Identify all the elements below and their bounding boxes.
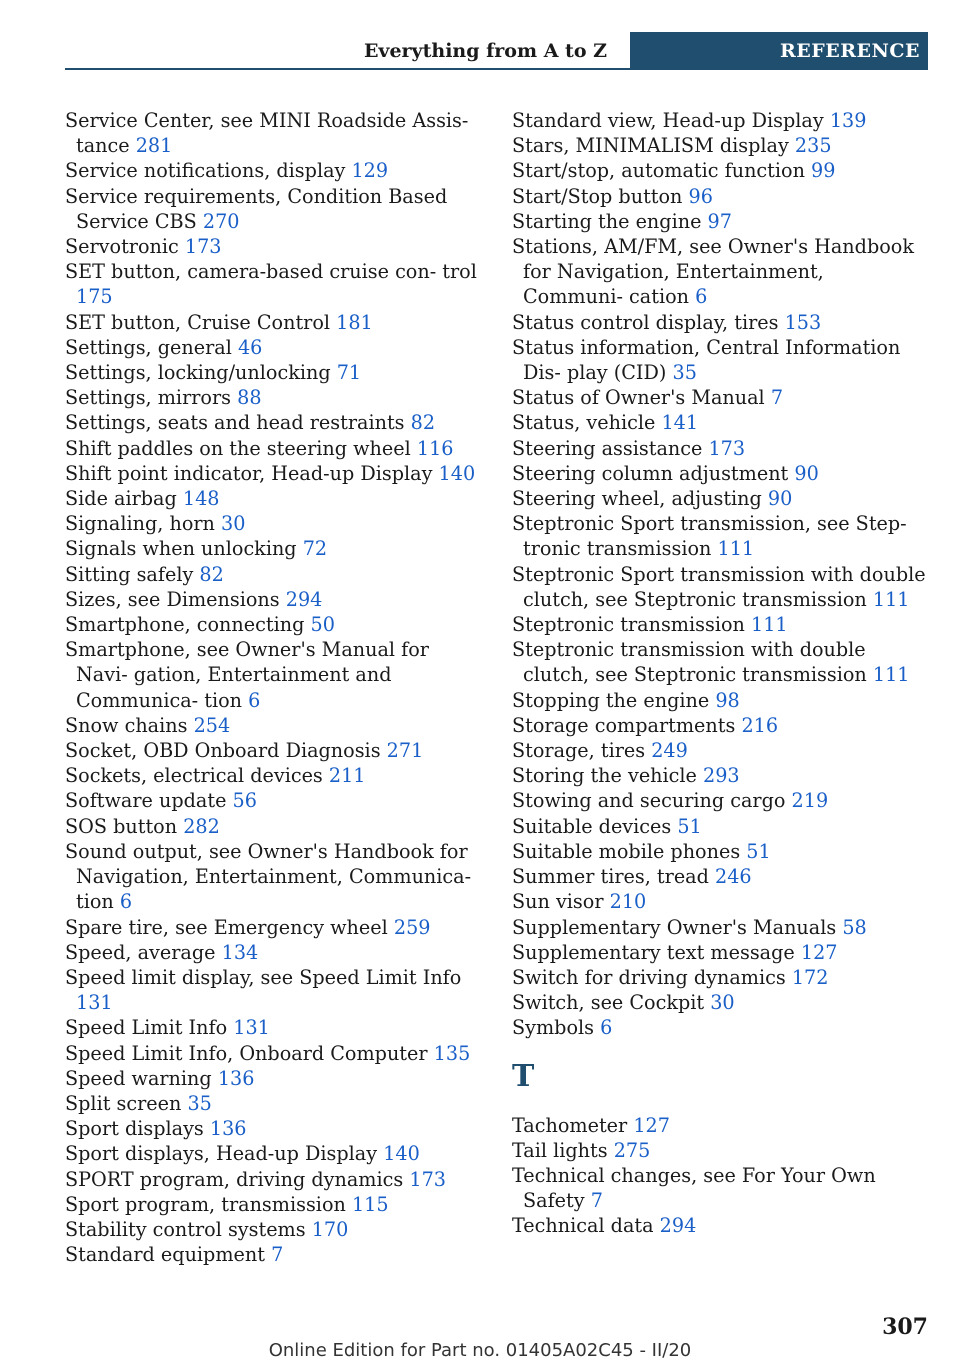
- page-reference-link[interactable]: 56: [232, 789, 257, 813]
- index-entry: [512, 1015, 927, 1040]
- entry-text: Suitable devices: [512, 814, 672, 838]
- entry-text: Speed Limit Info, Onboard Computer: [65, 1041, 428, 1065]
- page-reference-link[interactable]: 7: [271, 1243, 284, 1267]
- index-entry: [65, 562, 480, 587]
- index-entry: [65, 713, 480, 738]
- page-reference-link[interactable]: 249: [651, 739, 688, 763]
- entry-text: Sun visor: [512, 890, 604, 914]
- entry-text: Storage, tires: [512, 739, 646, 763]
- entry-text: Stars, MINIMALISM display: [512, 134, 789, 158]
- page-reference-link[interactable]: 148: [182, 487, 220, 511]
- index-entry: [512, 1138, 927, 1163]
- page-reference-link[interactable]: 294: [659, 1214, 697, 1238]
- page-reference-link[interactable]: 294: [285, 587, 323, 611]
- entry-text: Steering assistance: [512, 436, 703, 460]
- index-entry: [65, 637, 480, 713]
- page-reference-link[interactable]: 173: [409, 1167, 446, 1191]
- page-reference-link[interactable]: 111: [872, 587, 910, 611]
- page-reference-link[interactable]: 139: [829, 109, 867, 132]
- page-reference-link[interactable]: 71: [336, 361, 362, 385]
- page-reference-link[interactable]: 97: [707, 209, 732, 233]
- page-reference-link[interactable]: 116: [416, 436, 454, 460]
- page-reference-link[interactable]: 153: [784, 310, 822, 334]
- entry-text: Summer tires, tread: [512, 865, 709, 889]
- page-reference-link[interactable]: 135: [433, 1041, 471, 1065]
- entry-text: Smartphone, see Owner's Manual for Navi‐ gation, Entertainment and Communica‐ tion: [65, 638, 429, 712]
- page-reference-link[interactable]: 7: [590, 1189, 603, 1213]
- page-reference-link[interactable]: 281: [135, 134, 173, 158]
- entry-text: Settings, general: [65, 335, 232, 359]
- entry-text: Steptronic transmission with double clutch, see Steptronic transmission: [512, 638, 867, 687]
- index-entry: [512, 234, 927, 310]
- index-entry: [65, 1242, 480, 1267]
- index-entry: [65, 940, 480, 965]
- page-number: 307: [882, 1314, 928, 1340]
- index-entry: [65, 1015, 480, 1040]
- entry-text: Socket, OBD Onboard Diagnosis: [65, 739, 381, 763]
- index-entry: [65, 486, 480, 511]
- entry-text: Technical changes, see For Your Own Safety: [512, 1163, 876, 1213]
- entry-text: Standard equipment: [65, 1243, 265, 1267]
- page-reference-link[interactable]: 88: [237, 386, 262, 410]
- page-reference-link[interactable]: 90: [767, 487, 793, 511]
- page-reference-link[interactable]: 51: [746, 839, 771, 863]
- index-entry: [65, 259, 480, 309]
- page-reference-link[interactable]: 51: [677, 814, 702, 838]
- page-reference-link[interactable]: 275: [613, 1138, 651, 1162]
- index-entry: [65, 1192, 480, 1217]
- index-entry: [65, 1116, 480, 1141]
- entry-text: Shift point indicator, Head-up Display: [65, 461, 433, 485]
- index-column-left: [65, 108, 480, 1267]
- entry-text: Smartphone, connecting: [65, 613, 305, 637]
- index-entry: [512, 965, 927, 990]
- index-entry: [65, 1217, 480, 1242]
- index-entry: [512, 788, 927, 813]
- page-reference-link[interactable]: 82: [199, 562, 224, 586]
- entry-text: Sport displays, Head-up Display: [65, 1142, 378, 1166]
- index-entry: [65, 536, 480, 561]
- index-entry: [65, 335, 480, 360]
- index-entry: [512, 940, 927, 965]
- index-entry: [512, 1113, 927, 1138]
- index-entry: [512, 763, 927, 788]
- index-entry: [65, 108, 480, 158]
- page-reference-link[interactable]: 211: [328, 764, 366, 788]
- index-entry: [65, 1041, 480, 1066]
- entry-text: Sizes, see Dimensions: [65, 587, 280, 611]
- entry-text: Starting the engine: [512, 209, 702, 233]
- entry-text: Stations, AM/FM, see Owner's Handbook for Navigation, Entertainment, Communi‐ cation: [512, 235, 914, 309]
- index-column-right: [512, 108, 927, 1239]
- index-entry: [512, 738, 927, 763]
- index-entry: [512, 562, 927, 612]
- entry-text: SET button, Cruise Control: [65, 310, 331, 334]
- page-reference-link[interactable]: 58: [842, 915, 867, 939]
- page-reference-link[interactable]: 170: [311, 1217, 349, 1241]
- edition-footer: Online Edition for Part no. 01405A02C45 - II/20: [268, 1340, 692, 1361]
- entry-text: Supplementary text message: [512, 940, 795, 964]
- index-entry: [512, 864, 927, 889]
- entry-text: Stowing and securing cargo: [512, 789, 786, 813]
- page-reference-link[interactable]: 282: [183, 814, 220, 838]
- page-reference-link[interactable]: 6: [248, 688, 261, 712]
- page-reference-link[interactable]: 6: [600, 1016, 613, 1040]
- index-entry: [512, 184, 927, 209]
- page-reference-link[interactable]: 99: [811, 159, 836, 183]
- index-entry: [65, 1167, 480, 1192]
- page-reference-link[interactable]: 131: [233, 1016, 270, 1040]
- entry-text: Tail lights: [512, 1138, 608, 1162]
- index-entry: [512, 461, 927, 486]
- entry-text: Status, vehicle: [512, 411, 656, 435]
- page-reference-link[interactable]: 270: [202, 209, 240, 233]
- page-reference-link[interactable]: 35: [187, 1091, 212, 1115]
- entry-text: Service Center, see MINI Roadside Assis‐ tance: [65, 109, 469, 158]
- index-entry: [65, 1091, 480, 1116]
- page-reference-link[interactable]: 259: [393, 915, 431, 939]
- entry-text: Signaling, horn: [65, 512, 215, 536]
- index-entry: [512, 915, 927, 940]
- entry-text: Stopping the engine: [512, 688, 710, 712]
- entry-text: SPORT program, driving dynamics: [65, 1167, 404, 1191]
- entry-text: Symbols: [512, 1016, 594, 1040]
- index-entry: [512, 637, 927, 687]
- entry-text: Software update: [65, 789, 227, 813]
- entry-text: Sockets, electrical devices: [65, 764, 323, 788]
- entry-text: Sport displays: [65, 1117, 204, 1141]
- index-entry: [65, 587, 480, 612]
- page-reference-link[interactable]: 136: [209, 1117, 247, 1141]
- page-reference-link[interactable]: 127: [800, 940, 838, 964]
- index-entry: [512, 511, 927, 561]
- entry-text: Settings, seats and head restraints: [65, 411, 405, 435]
- page-reference-link[interactable]: 134: [221, 940, 259, 964]
- index-list-s-continued: [512, 108, 927, 1041]
- page-reference-link[interactable]: 82: [410, 411, 436, 435]
- entry-text: Speed limit display, see Speed Limit Info: [65, 965, 462, 989]
- index-list-t: [512, 1113, 927, 1239]
- index-entry: [512, 688, 927, 713]
- page-reference-link[interactable]: 50: [310, 613, 335, 637]
- chapter-tab: REFERENCE: [630, 32, 928, 70]
- page-reference-link[interactable]: 173: [708, 436, 746, 460]
- page-reference-link[interactable]: 96: [688, 184, 713, 208]
- section-title: Everything from A to Z: [363, 40, 607, 62]
- page-reference-link[interactable]: 115: [351, 1192, 389, 1216]
- page-reference-link[interactable]: 140: [383, 1142, 420, 1166]
- index-entry: [65, 360, 480, 385]
- page-reference-link[interactable]: 7: [770, 386, 784, 410]
- entry-text: Steering wheel, adjusting: [512, 487, 762, 511]
- index-entry: [512, 410, 927, 435]
- index-entry: [512, 209, 927, 234]
- page-reference-link[interactable]: 175: [76, 285, 113, 309]
- entry-text: Status of Owner's Manual: [512, 386, 765, 410]
- index-entry: [65, 184, 480, 234]
- entry-text: Technical data: [512, 1214, 654, 1238]
- header-rule: [65, 68, 630, 70]
- entry-text: Status control display, tires: [512, 310, 779, 334]
- entry-text: SOS button: [65, 814, 178, 838]
- index-entry: [65, 788, 480, 813]
- page-reference-link[interactable]: 219: [791, 789, 829, 813]
- page-reference-link[interactable]: 293: [703, 764, 740, 788]
- index-entry: [65, 511, 480, 536]
- index-entry: [512, 108, 927, 133]
- page-reference-link[interactable]: 129: [351, 159, 389, 183]
- entry-text: Steptronic Sport transmission, see Step‐ tronic transmission: [512, 512, 907, 561]
- index-entry: [512, 335, 927, 385]
- page-reference-link[interactable]: 111: [717, 537, 755, 561]
- page-reference-link[interactable]: 140: [438, 461, 476, 485]
- entry-text: Speed, average: [65, 940, 216, 964]
- page-reference-link[interactable]: 136: [217, 1066, 255, 1090]
- index-entry: [512, 310, 927, 335]
- entry-text: Signals when unlocking: [65, 537, 297, 561]
- index-entry: [512, 990, 927, 1015]
- index-entry: [65, 965, 480, 1015]
- index-entry: [65, 839, 480, 915]
- index-entry: [65, 234, 480, 259]
- index-entry: [65, 763, 480, 788]
- entry-text: Split screen: [65, 1091, 182, 1115]
- index-entry: [65, 410, 480, 435]
- entry-text: Speed warning: [65, 1066, 212, 1090]
- page-reference-link[interactable]: 6: [695, 285, 708, 309]
- page-reference-link[interactable]: 111: [872, 663, 910, 687]
- index-entry: [512, 436, 927, 461]
- page-reference-link[interactable]: 6: [119, 890, 133, 914]
- entry-text: Supplementary Owner's Manuals: [512, 915, 837, 939]
- entry-text: Steptronic Sport transmission with double clutch, see Steptronic transmission: [512, 562, 926, 611]
- index-entry: [512, 1163, 927, 1213]
- entry-text: Snow chains: [65, 713, 188, 737]
- entry-text: Switch for driving dynamics: [512, 965, 786, 989]
- index-entry: [512, 158, 927, 183]
- entry-text: Shift paddles on the steering wheel: [65, 436, 411, 460]
- entry-text: Sitting safely: [65, 562, 194, 586]
- index-entry: [512, 486, 927, 511]
- index-entry: [512, 612, 927, 637]
- page-reference-link[interactable]: 111: [750, 613, 788, 637]
- index-entry: [65, 814, 480, 839]
- index-entry: [512, 839, 927, 864]
- index-entry: [512, 1213, 927, 1238]
- entry-text: Suitable mobile phones: [512, 839, 741, 863]
- entry-text: Speed Limit Info: [65, 1016, 228, 1040]
- index-entry: [65, 310, 480, 335]
- entry-text: Steptronic transmission: [512, 613, 745, 637]
- page-reference-link[interactable]: 254: [193, 713, 231, 737]
- page-reference-link[interactable]: 181: [336, 310, 373, 334]
- entry-text: Service notifications, display: [65, 159, 346, 183]
- page-reference-link[interactable]: 98: [715, 688, 740, 712]
- page-reference-link[interactable]: 216: [741, 713, 779, 737]
- index-entry: [65, 1066, 480, 1091]
- entry-text: Tachometer: [512, 1113, 628, 1137]
- section-letter-t: T: [512, 1058, 535, 1094]
- page-reference-link[interactable]: 30: [710, 991, 735, 1015]
- page-reference-link[interactable]: 173: [184, 235, 222, 259]
- index-entry: [512, 713, 927, 738]
- entry-text: Steering column adjustment: [512, 461, 789, 485]
- index-entry: [65, 915, 480, 940]
- entry-text: Standard view, Head-up Display: [512, 109, 824, 132]
- entry-text: Status information, Central Information Dis‐ play (CID): [512, 335, 901, 385]
- page-reference-link[interactable]: 35: [672, 361, 697, 385]
- entry-text: Storage compartments: [512, 713, 736, 737]
- page-reference-link[interactable]: 131: [76, 991, 113, 1015]
- page-reference-link[interactable]: 141: [661, 411, 699, 435]
- entry-text: Servotronic: [65, 235, 179, 259]
- page-header: [65, 32, 928, 70]
- index-entry: [65, 1141, 480, 1166]
- entry-text: Service requirements, Condition Based Service CBS: [65, 184, 448, 233]
- index-entry: [65, 738, 480, 763]
- page-reference-link[interactable]: 246: [715, 865, 752, 889]
- index-entry: [65, 612, 480, 637]
- index-entry: [512, 385, 927, 410]
- index-entry: [512, 133, 927, 158]
- page-reference-link[interactable]: 210: [609, 890, 647, 914]
- page-reference-link[interactable]: 235: [794, 134, 832, 158]
- entry-text: Side airbag: [65, 487, 177, 511]
- entry-text: Sound output, see Owner's Handbook for Navigation, Entertainment, Communica‐ tion: [65, 839, 472, 914]
- entry-text: Sport program, transmission: [65, 1192, 346, 1216]
- page-reference-link[interactable]: 271: [386, 739, 424, 763]
- entry-text: Start/stop, automatic function: [512, 159, 805, 183]
- page-reference-link[interactable]: 172: [791, 965, 829, 989]
- index-entry: [512, 889, 927, 914]
- entry-text: Storing the vehicle: [512, 764, 697, 788]
- index-entry: [65, 385, 480, 410]
- entry-text: Switch, see Cockpit: [512, 991, 705, 1015]
- page-reference-link[interactable]: 72: [302, 537, 328, 561]
- page-reference-link[interactable]: 90: [794, 461, 819, 485]
- entry-text: SET button, camera-based cruise con‐ trol: [65, 260, 477, 284]
- index-entry: [65, 436, 480, 461]
- entry-text: Spare tire, see Emergency wheel: [65, 915, 388, 939]
- index-entry: [512, 814, 927, 839]
- page-reference-link[interactable]: 30: [221, 512, 246, 536]
- entry-text: Stability control systems: [65, 1217, 306, 1241]
- entry-text: Settings, locking/unlocking: [65, 361, 331, 385]
- page-reference-link[interactable]: 46: [237, 335, 263, 359]
- entry-text: Start/Stop button: [512, 184, 683, 208]
- index-entry: [65, 461, 480, 486]
- entry-text: Settings, mirrors: [65, 386, 231, 410]
- page-reference-link[interactable]: 127: [633, 1113, 670, 1137]
- index-entry: [65, 158, 480, 183]
